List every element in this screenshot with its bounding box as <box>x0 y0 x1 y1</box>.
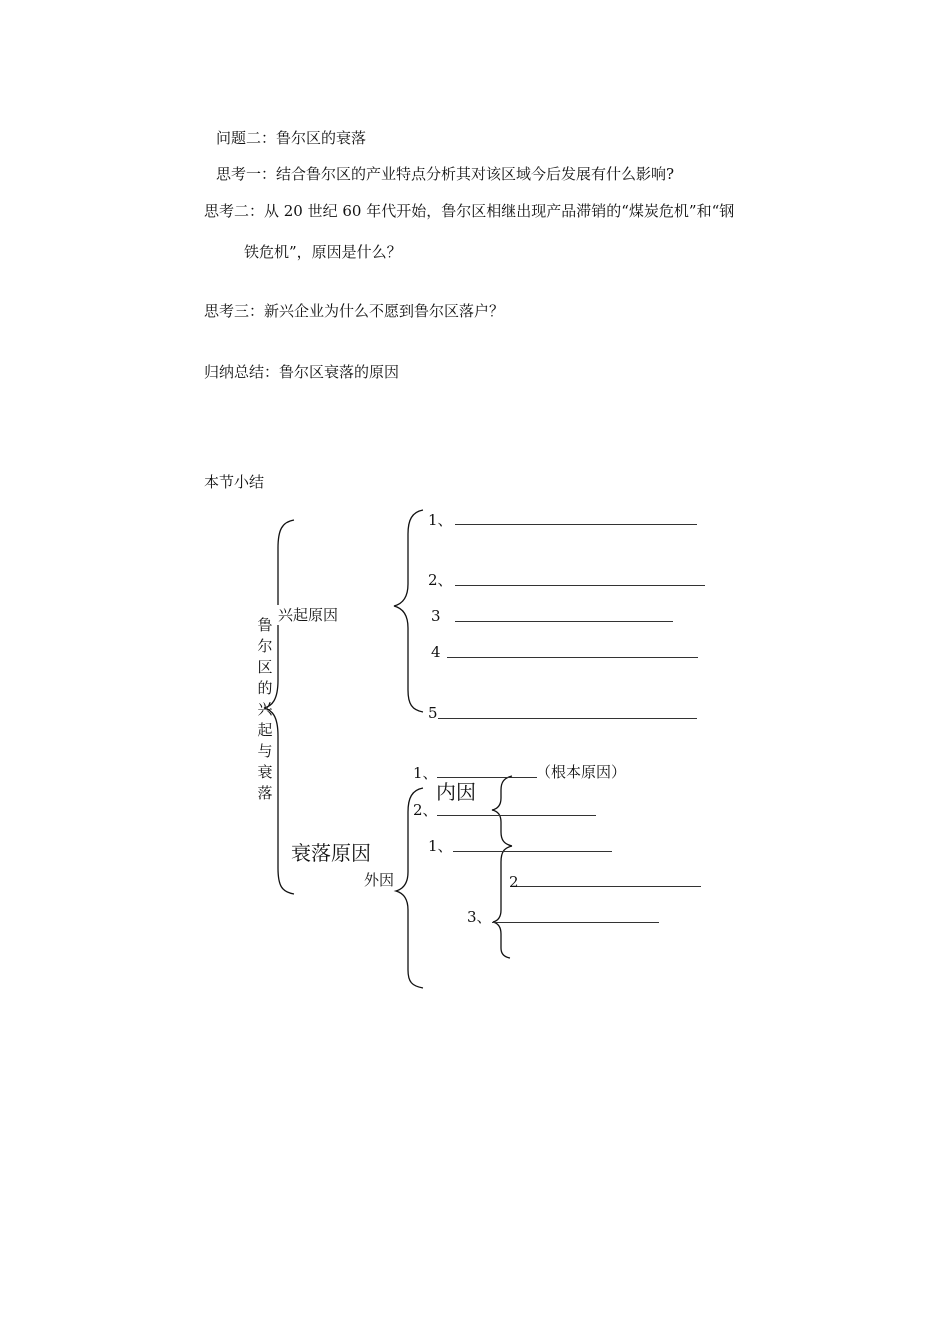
section-summary-title: 本节小结 <box>204 473 265 491</box>
internal-item-1-number: 1、 <box>413 764 438 782</box>
rise-item-4-number: 4 <box>431 643 441 661</box>
rise-item-3-number: 3 <box>431 607 441 625</box>
rise-item-1-blank[interactable] <box>455 524 697 525</box>
rise-item-1-number: 1、 <box>428 511 453 529</box>
internal-label: 内因 <box>436 780 476 804</box>
external-item-2-number: 2 <box>509 873 519 891</box>
think-2-line-1: 思考二：从 20 世纪 60 年代开始，鲁尔区相继出现产品滞销的“煤炭危机”和“钢 <box>204 202 735 220</box>
external-item-3-number: 3、 <box>467 908 492 926</box>
external-item-1-number: 1、 <box>428 837 453 855</box>
decline-label: 衰落原因 <box>291 841 371 865</box>
external-item-3-blank[interactable] <box>492 922 659 923</box>
rise-label: 兴起原因 <box>278 606 339 624</box>
think-2-line-2: 铁危机”，原因是什么？ <box>244 243 402 261</box>
rise-brace <box>394 510 423 712</box>
external-brace <box>493 846 512 958</box>
rise-item-5-number: 5 <box>428 704 438 722</box>
rise-item-4-blank[interactable] <box>447 657 698 658</box>
think-3: 思考三：新兴企业为什么不愿到鲁尔区落户？ <box>204 302 505 320</box>
internal-brace <box>492 776 512 846</box>
rise-item-2-blank[interactable] <box>455 585 705 586</box>
root-label: 鲁尔区的兴起与衰落 <box>257 616 273 802</box>
internal-item-2-number: 2、 <box>413 801 438 819</box>
root-cause-note: （根本原因） <box>536 763 627 781</box>
rise-item-5-blank[interactable] <box>438 718 697 719</box>
summary-heading: 归纳总结：鲁尔区衰落的原因 <box>204 363 400 381</box>
internal-item-1-blank[interactable] <box>437 777 537 778</box>
external-item-1-blank[interactable] <box>453 851 612 852</box>
rise-item-2-number: 2、 <box>428 571 453 589</box>
external-item-2-blank[interactable] <box>517 886 701 887</box>
internal-item-2-blank[interactable] <box>437 815 596 816</box>
external-label: 外因 <box>364 871 395 889</box>
rise-item-3-blank[interactable] <box>455 621 673 622</box>
think-1: 思考一：结合鲁尔区的产业特点分析其对该区域今后发展有什么影响? <box>216 165 675 183</box>
question-2-title: 问题二：鲁尔区的衰落 <box>216 129 367 147</box>
